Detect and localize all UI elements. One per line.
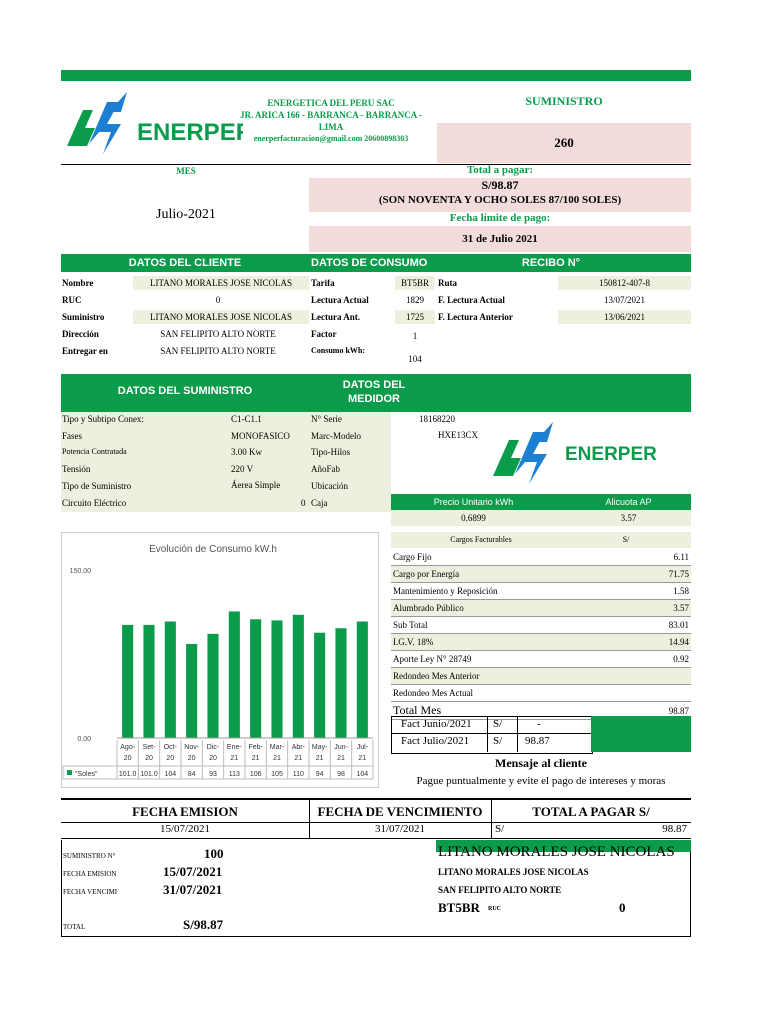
cliente-direccion-label: Dirección [62, 329, 99, 339]
stub-tarifa: BT5BR [438, 900, 480, 915]
x-tick-label: 21 [251, 755, 260, 762]
stub-emision-label: FECHA EMISION [63, 870, 117, 878]
bar [271, 620, 282, 738]
recibo-numero: 150812-407-8 [558, 276, 691, 290]
chart-title: Evolución de Consumo kW.h [149, 544, 277, 555]
total-words: (SON NOVENTA Y OCHO SOLES 87/100 SOLES) [378, 194, 622, 206]
suministro-value: 260 [437, 123, 691, 163]
x-tick-label: Ago- [120, 744, 136, 751]
x-tick-label: 21 [315, 755, 324, 762]
y-tick-label: 0.00 [77, 736, 91, 743]
suministro-label: SUMINISTRO [525, 94, 603, 108]
tarifa-label: Tarifa [311, 278, 335, 288]
cargo-label: Cargo por Energía [393, 569, 460, 579]
x-tick-label: 20 [209, 755, 217, 762]
cargo-value: 14.94 [668, 637, 689, 647]
tarifa-value: BT5BR [395, 276, 435, 290]
total-pagar-label: TOTAL A PAGAR S/ [532, 804, 650, 819]
f-act-label: F. Lectura Actual [438, 295, 505, 305]
cliente-nombre-label: Nombre [62, 278, 94, 288]
lect-ant-value: 1725 [395, 310, 435, 324]
cargo-value: 1.58 [673, 586, 689, 596]
precio-header [391, 494, 691, 510]
fecha-venc: 31/07/2021 [374, 823, 426, 835]
x-tick-label: Nov- [184, 744, 200, 751]
cargos-header [391, 532, 691, 548]
cliente-ruc-label: RUC [62, 295, 82, 305]
bar [165, 622, 176, 738]
tipo-value: C1-C1.1 [231, 414, 262, 424]
stub-nombre: LITANO MORALES JOSE NICOLAS [438, 867, 589, 877]
cargo-label: Mantenimiento y Reposición [393, 586, 498, 596]
total-amount: S/98.87 [481, 178, 519, 192]
data-label: 84 [187, 771, 196, 778]
cargos-header-label: Cargos Facturables [450, 535, 512, 544]
section-cliente: DATOS DEL CLIENTE [128, 257, 242, 269]
marca-label: Marc-Modelo [311, 431, 361, 441]
factor-label: Factor [311, 329, 337, 339]
x-tick-label: Mar- [269, 744, 285, 751]
stub-emision: 15/07/2021 [163, 864, 223, 879]
company-address-2: LIMA [318, 122, 344, 132]
consumption-chart [61, 532, 379, 788]
factor-value: 1 [412, 331, 418, 341]
potencia-label: Potencia Contratada [62, 447, 127, 456]
stub-total-label: TOTAL [63, 923, 86, 931]
cargo-total-label: Total Mes [393, 703, 442, 717]
cargo-row [391, 549, 691, 566]
kwh-value: 104 [408, 354, 422, 364]
cargo-value: 83.01 [668, 620, 689, 630]
x-tick-label: 20 [145, 755, 153, 762]
data-label: 106 [249, 771, 262, 778]
mensaje-block [391, 756, 691, 787]
section-medidor [309, 378, 439, 406]
invoice-page [61, 70, 691, 937]
bar [314, 633, 325, 738]
x-tick-label: 20 [187, 755, 196, 762]
data-label: 113 [228, 771, 240, 778]
stub-sum: 100 [204, 846, 224, 861]
fact-julio-label: Fact Julio/2021 [401, 735, 470, 747]
cargo-label: Alumbrado Público [393, 603, 464, 613]
circuito-label: Circuito Eléctrico [62, 498, 127, 508]
kwh-label: Consumo kWh: [311, 346, 366, 355]
potencia-value: 3.00 Kw [231, 447, 262, 457]
bolt-logo-icon [63, 88, 243, 160]
cargo-row [391, 634, 691, 651]
lect-act-label: Lectura Actual [311, 295, 369, 305]
section-suministro: DATOS DEL SUMINISTRO [117, 385, 253, 397]
x-tick-label: Ene- [226, 744, 242, 751]
top-border [61, 70, 691, 81]
bolt-logo-icon-2 [489, 420, 689, 490]
caja-label: Caja [311, 498, 328, 508]
cargo-label: I.G.V. 18% [393, 637, 434, 647]
f-ant-label: F. Lectura Anterior [438, 312, 513, 322]
tension-value: 220 V [231, 464, 254, 474]
precio-unit: 0.6899 [461, 513, 486, 523]
chart-svg [61, 532, 379, 788]
bar [122, 625, 133, 738]
x-tick-label: 21 [337, 755, 345, 762]
enerper-logo [63, 88, 243, 160]
section-medidor-1: DATOS DEL [342, 379, 406, 391]
x-tick-label: Oct- [163, 744, 177, 751]
company-email: enerperfacturacion@gmail.com 20600898303 [253, 134, 409, 143]
x-tick-label: 21 [294, 755, 303, 762]
bar [229, 611, 240, 738]
cargo-total-value: 98.87 [668, 706, 689, 716]
data-label: 94 [315, 771, 324, 778]
cliente-suministro-label: Suministro [62, 312, 105, 322]
ubicacion-label: Ubicación [311, 481, 348, 491]
section-header-row [61, 254, 691, 272]
ruta-label: Ruta [438, 278, 458, 288]
fact-julio-value: 98.87 [525, 735, 550, 747]
stub-ruc: 0 [619, 900, 626, 915]
x-tick-label: Set- [142, 744, 156, 751]
brand-text-2: ENERPER [565, 444, 657, 465]
x-tick-label: Feb- [248, 744, 263, 751]
cargo-value: 3.57 [673, 603, 689, 613]
serie-value: 18168220 [419, 414, 455, 424]
due-date: 31 de Julio 2021 [309, 226, 691, 252]
x-tick-label: Jun- [334, 744, 348, 751]
stub-venc-label: FECHA VENCIMI [63, 888, 118, 896]
cargo-value: 6.11 [673, 552, 689, 562]
company-info [231, 97, 431, 145]
fact-block [391, 716, 691, 752]
x-tick-label: 20 [123, 755, 132, 762]
data-label: 93 [209, 771, 217, 778]
fecha-emision: 15/07/2021 [159, 823, 211, 835]
mes-value: Julio-2021 [156, 207, 216, 222]
chart-frame [62, 533, 379, 788]
due-label: Fecha límite de pago: [449, 212, 551, 224]
lect-ant-label: Lectura Ant. [311, 312, 360, 322]
total-pagar-cur: S/ [495, 823, 505, 835]
anio-label: AñoFab [311, 464, 340, 474]
f-act-value: 13/07/2021 [603, 295, 645, 305]
stub-direccion: SAN FELIPITO ALTO NORTE [438, 885, 562, 895]
cargo-label: Aporte Ley N° 28749 [393, 654, 472, 664]
precio-values [391, 510, 691, 526]
brand-text: ENERPER [137, 119, 243, 146]
precio-unit-label: Precio Unitario kWh [433, 497, 514, 507]
cliente-ruc: 0 [215, 295, 221, 305]
company-address: JR. ARICA 166 - BARRANCA - BARRANCA - [239, 110, 422, 120]
x-tick-label: May- [311, 744, 328, 751]
tipo-sum-value: Áerea Simple [231, 480, 281, 490]
data-label: 110 [292, 771, 304, 778]
bar [143, 625, 154, 738]
cargo-label: Redondeo Mes Actual [393, 688, 473, 698]
precio-ap: 3.57 [620, 513, 637, 523]
precio-ap-label: Alicuota AP [605, 497, 652, 507]
x-tick-label: 21 [273, 755, 281, 762]
cliente-nombre: LITANO MORALES JOSE NICOLAS [133, 276, 309, 290]
cargo-row [391, 617, 691, 634]
tipo-label: Tipo y Subtipo Conex: [62, 414, 144, 424]
cliente-direccion: SAN FELIPITO ALTO NORTE [160, 329, 276, 339]
mensaje-title: Mensaje al cliente [495, 756, 587, 770]
tipo-sum-label: Tipo de Suministro [62, 481, 132, 491]
x-tick-label: Dic- [206, 744, 220, 751]
tension-label: Tensión [62, 464, 91, 474]
total-box [309, 178, 691, 212]
mes-label: MES [176, 166, 196, 176]
data-label: 104 [356, 771, 369, 778]
bar [250, 619, 261, 738]
cargo-row [391, 668, 691, 685]
fases-value: MONOFASICO [231, 431, 290, 441]
x-tick-label: 21 [230, 755, 239, 762]
y-tick-label: 150.00 [69, 568, 91, 575]
x-tick-label: 20 [166, 755, 175, 762]
cliente-entregar: SAN FELIPITO ALTO NORTE [160, 346, 276, 356]
cargo-label: Sub Total [393, 620, 428, 630]
bar [357, 622, 368, 738]
fases-label: Fases [62, 431, 82, 441]
total-label: Total a pagar: [466, 164, 534, 176]
lect-act-value: 1829 [406, 295, 424, 305]
tipo-hilos-label: Tipo-Hilos [311, 447, 351, 457]
cargo-label: Redondeo Mes Anterior [393, 671, 480, 681]
cargo-row [391, 685, 691, 702]
cargo-value: 71.75 [668, 569, 689, 579]
fecha-emision-label: FECHA EMISION [132, 804, 238, 819]
section-consumo: DATOS DE CONSUMO [311, 257, 428, 269]
x-tick-label: 21 [358, 755, 367, 762]
stub-total: S/98.87 [183, 917, 224, 932]
fact-junio-value: - [537, 718, 541, 730]
x-tick-label: Jul- [356, 744, 368, 751]
cargo-row [391, 651, 691, 668]
data-label: 105 [271, 771, 283, 778]
cargos-currency: S/ [622, 535, 630, 544]
marca-value: HXE13CX [438, 430, 478, 440]
fact-junio-cur: S/ [493, 718, 503, 730]
data-label: 101.0 [140, 771, 158, 778]
mensaje-text: Pague puntualmente y evite el pago de intereses y moras [416, 775, 666, 787]
cargo-label: Cargo Fijo [393, 552, 432, 562]
section-medidor-2: MEDIDOR [348, 393, 400, 405]
cargo-row [391, 583, 691, 600]
circuito-value: 0 [301, 498, 306, 508]
section-header-row-2 [61, 374, 691, 412]
enerper-logo-2 [489, 420, 689, 490]
stub-venc: 31/07/2021 [163, 882, 223, 897]
bar [335, 628, 346, 738]
data-label: 104 [164, 771, 177, 778]
bar [207, 634, 218, 738]
fact-julio-cur: S/ [493, 735, 503, 747]
stub-nombre-big: LITANO MORALES JOSE NICOLAS [438, 844, 675, 860]
fact-junio-label: Fact Junio/2021 [401, 718, 472, 730]
data-label: 101.0 [118, 771, 137, 778]
x-tick-label: Abr- [291, 744, 305, 751]
serie-label: N° Serie [311, 414, 342, 424]
legend-label: "Soles" [75, 771, 98, 778]
cliente-entregar-label: Entregar en [62, 346, 108, 356]
cargo-value: 0.92 [673, 654, 689, 664]
data-label: 98 [337, 771, 345, 778]
f-ant-value: 13/06/2021 [558, 310, 691, 324]
stub-sum-label: SUMINISTRO N° [63, 852, 116, 860]
cargo-row [391, 600, 691, 617]
bar [186, 644, 197, 738]
bar [293, 615, 304, 738]
cliente-suministro: LITANO MORALES JOSE NICOLAS [133, 310, 309, 324]
total-pagar-value: 98.87 [662, 823, 687, 835]
section-recibo: RECIBO N° [521, 257, 581, 269]
stub-ruc-label: RUC [488, 906, 501, 912]
cargo-row [391, 566, 691, 583]
fecha-venc-label: FECHA DE VENCIMIENTO [317, 804, 483, 819]
company-name: ENERGETICA DEL PERU SAC [267, 98, 395, 108]
legend-swatch [67, 770, 72, 775]
